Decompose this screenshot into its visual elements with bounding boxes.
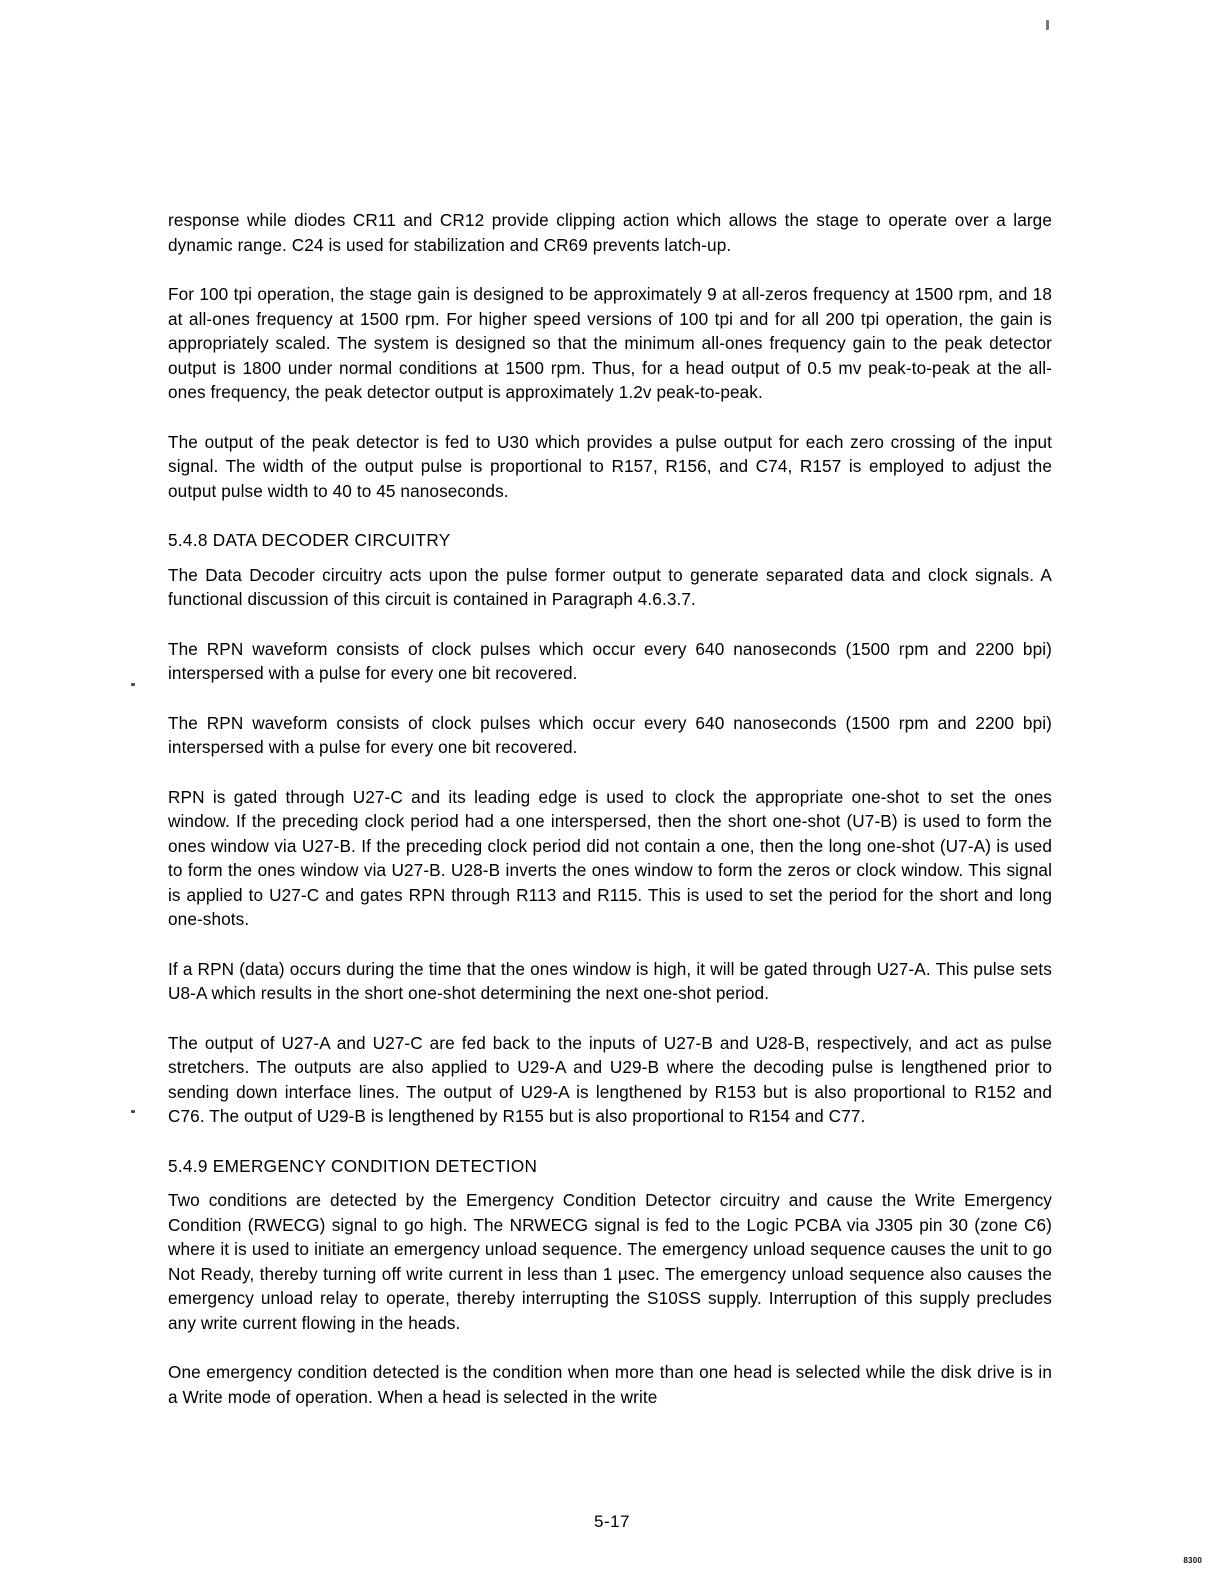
section-heading-548: 5.4.8 DATA DECODER CIRCUITRY	[168, 530, 451, 550]
scan-artifact-top	[1046, 20, 1049, 30]
section-heading-549: 5.4.9 EMERGENCY CONDITION DETECTION	[168, 1155, 538, 1176]
paragraph: The RPN waveform consists of clock pulses which occur every 640 nanoseconds (1500 rpm and 2200 bpi) interspersed with a pulse for every one bit recovered.	[168, 638, 1052, 683]
section-548	[168, 528, 1052, 612]
paragraph: RPN is gated through U27-C and its leading edge is used to clock the appropriate one-shot to set the ones window. If the preceding clock period had a one interspersed, then the short one-shot (U7-B) is used to form the ones window via U27-B. If the preceding clock period did not contain a one, then the long one-shot (U7-A) is used to form the ones window via U27-B. U28-B inverts the ones window to form the zeros or clock window. This signal is applied to U27-C and gates RPN through R113 and R115. This is used to set the period for the short and long one-shots.	[168, 786, 1052, 929]
paragraph: If a RPN (data) occurs during the time that the ones window is high, it will be gated through U27-A. This pulse sets U8-A which results in the short one-shot determining the next one-shot period.	[168, 958, 1052, 1003]
paragraph: The output of U27-A and U27-C are fed back to the inputs of U27-B and U28-B, respectively, and act as pulse stretchers. The outputs are also applied to U29-A and U29-B where the decoding pulse is lengthened prior to sending down interface lines. The output of U29-A is lengthened by R153 but is also proportional to R152 and C76. The output of U29-B is lengthened by R155 but is also proportional to R154 and C77.	[168, 1032, 1052, 1126]
paragraph: The RPN waveform consists of clock pulses which occur every 640 nanoseconds (1500 rpm and 2200 bpi) interspersed with a pulse for every one bit recovered.	[168, 712, 1052, 757]
page-body	[168, 208, 1052, 1434]
section-549	[168, 1154, 1052, 1336]
paragraph: For 100 tpi operation, the stage gain is designed to be approximately 9 at all-zeros frequency at 1500 rpm, and 18 at all-ones frequency at 1500 rpm. For higher speed versions of 100 tpi and for all 200 tpi operation, the gain is appropriately scaled. The system is designed so that the minimum all-ones frequency gain to the peak detector output is 1800 under normal conditions at 1500 rpm. Thus, for a head output of 0.5 mv peak-to-peak at the all-ones frequency, the peak detector output is approximately 1.2v peak-to-peak.	[168, 284, 1052, 402]
paragraph: The output of the peak detector is fed to U30 which provides a pulse output for each zero crossing of the input signal. The width of the output pulse is proportional to R157, R156, and C74, R157 is employed to adjust the output pulse width to 40 to 45 nanoseconds.	[168, 431, 1052, 501]
scan-artifact-left-lower	[131, 1110, 135, 1113]
page-number: 5-17	[593, 1512, 631, 1531]
document-code: 8300	[1183, 1556, 1202, 1565]
paragraph: The Data Decoder circuitry acts upon the pulse former output to generate separated data and clock signals. A functional discussion of this circuit is contained in Paragraph 4.6.3.7.	[168, 564, 1052, 609]
scan-artifact-left-upper	[131, 683, 135, 686]
paragraph: response while diodes CR11 and CR12 provide clipping action which allows the stage to operate over a large dynamic range. C24 is used for stabilization and CR69 prevents latch-up.	[168, 210, 1052, 255]
paragraph: One emergency condition detected is the condition when more than one head is selected while the disk drive is in a Write mode of operation. When a head is selected in the write	[168, 1362, 1052, 1407]
paragraph: Two conditions are detected by the Emergency Condition Detector circuitry and cause the Write Emergency Condition (RWECG) signal to go high. The NRWECG signal is fed to the Logic PCBA via J305 pin 30 (zone C6) where it is used to initiate an emergency unload sequence. The emergency unload sequence causes the unit to go Not Ready, thereby turning off write current in less than 1 µsec. The emergency unload sequence also causes the emergency unload relay to operate, thereby interrupting the S10SS supply. Interruption of this supply precludes any write current flowing in the heads.	[168, 1190, 1052, 1333]
